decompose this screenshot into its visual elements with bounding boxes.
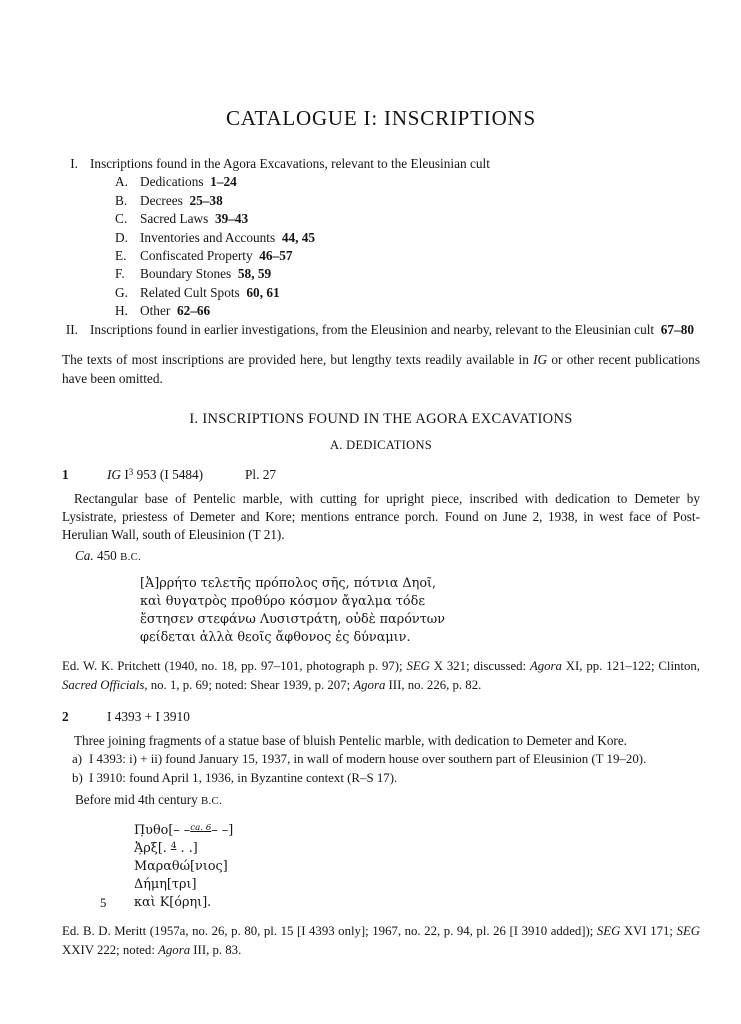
find-label: a) <box>72 752 83 767</box>
entry-description: Three joining fragments of a statue base of bluish Pentelic marble, with dedication to Demeter and Kore. <box>74 733 627 749</box>
outline-text: Inscriptions found in earlier investigations, from the Eleusinion and nearby, relevant to the Eleusinian cult 67–80 <box>90 321 695 337</box>
entry-number: 1 <box>62 467 69 483</box>
outline-text: Sacred Laws 39–43 <box>140 211 249 227</box>
subsection-heading: A. DEDICATIONS <box>329 438 433 453</box>
entry-date: Before mid 4th century B.C. <box>75 792 223 808</box>
entry-number: 2 <box>62 709 69 725</box>
entry-reference: IG $I^3$ 953 (I 5484) <box>107 467 204 483</box>
outline-item-G <box>62 284 700 302</box>
intro-paragraph: The texts of most inscriptions are provided here, but lengthy texts readily available in IG or other recent publications have been omitted. <box>62 352 701 386</box>
greek-line: ἔστησεν στεφάνω Λυσιστράτη, οὐδὲ παρόντων <box>140 612 446 628</box>
greek-line <box>134 858 700 876</box>
outline-item-H <box>62 302 700 320</box>
greek-line <box>134 876 700 894</box>
find-text: I 3910: found April 1, 1936, in Byzantine context (R–S 17). <box>89 771 398 786</box>
outline-item-B <box>62 192 700 210</box>
greek-line-text: καὶ Κ[όρηι]. <box>134 895 212 911</box>
outline-label: II. <box>65 321 78 337</box>
find-note-a <box>62 750 700 769</box>
entry-date: Ca. 450 B.C. <box>75 548 142 564</box>
find-text: I 4393: i) + ii) found January 15, 1937, in wall of modern house over southern part of Eleusinion (T 19–20). <box>89 752 647 767</box>
entry-bibliography: Ed. B. D. Meritt (1957a, no. 26, p. 80, pl. 15 [I 4393 only]; 1967, no. 22, p. 94, pl. 26 [I 3910 added]); SEG XVI 171; SEG XXIV 222; noted: Agora III, p. 83. <box>62 924 701 958</box>
entry-plate: Pl. 27 <box>245 467 277 483</box>
outline-item-II <box>62 321 700 339</box>
greek-line: φείδεται ἀλλὰ θεοῖς ἄφθονος ἐς δύναμιν. <box>140 630 411 646</box>
entry-1-header <box>62 466 700 484</box>
section-heading: I. INSCRIPTIONS FOUND IN THE AGORA EXCAVATIONS <box>189 411 573 428</box>
greek-line-text: Μαραθώ[νιος] <box>134 859 228 875</box>
outline-label: B. <box>115 192 128 208</box>
entry-bibliography: Ed. W. K. Pritchett (1940, no. 18, pp. 97–101, photograph p. 97); SEG X 321; discussed: Agora XI, pp. 121–122; Clinton, Sacred Officials, no. 1, p. 69; noted: Shear 1939, p. 207; Agora III, no. 226, p. 82. <box>62 659 700 693</box>
outline-label: D. <box>115 229 128 245</box>
outline-label: A. <box>115 174 128 190</box>
greek-line-text: Δήμη[τρι] <box>134 877 197 893</box>
entry-2 <box>62 708 700 960</box>
outline-label: I. <box>70 156 78 171</box>
find-note-b <box>62 769 700 788</box>
greek-line-text: Ἀ̣ρξ[. $^4$ . .] <box>134 841 198 857</box>
greek-text-block <box>100 822 700 912</box>
outline-text: Other 62–66 <box>140 303 211 319</box>
greek-text-block <box>140 575 700 647</box>
outline-text: Confiscated Property 46–57 <box>140 248 293 264</box>
outline-label: E. <box>115 248 127 264</box>
outline-text: Dedications 1–24 <box>140 174 237 190</box>
contents-outline <box>62 155 700 339</box>
greek-line: καὶ θυγατρὸς προθύρο κόσμον ἄγαλμα τόδε <box>140 594 425 610</box>
outline-text: Inventories and Accounts 44, 45 <box>140 229 316 245</box>
outline-item-E <box>62 247 700 265</box>
outline-text: Boundary Stones 58, 59 <box>140 266 272 282</box>
outline-item-D <box>62 229 700 247</box>
outline-label: G. <box>115 284 128 300</box>
entry-reference: I 4393 + I 3910 <box>107 709 190 725</box>
outline-item-A <box>62 173 700 191</box>
outline-text: Related Cult Spots 60, 61 <box>140 284 280 300</box>
greek-line-text: Π̣υθο[– –$^{ca. 6}$– –] <box>134 823 234 839</box>
outline-text: Decrees 25–38 <box>140 192 223 208</box>
outline-label: H. <box>115 303 128 319</box>
outline-label: F. <box>115 266 125 282</box>
greek-line: [Ἀ]ρρήτο τελετῆς πρόπολος σῆς, πότνια Δηοῖ, <box>140 576 437 592</box>
outline-item-C <box>62 210 700 228</box>
outline-item-I <box>62 155 700 173</box>
find-label: b) <box>72 771 83 786</box>
page-title: CATALOGUE I: INSCRIPTIONS <box>226 106 536 130</box>
outline-text: Inscriptions found in the Agora Excavations, relevant to the Eleusinian cult <box>90 156 490 171</box>
entry-2-header <box>62 708 700 726</box>
entry-1 <box>62 466 700 695</box>
outline-item-F <box>62 265 700 283</box>
outline-label: C. <box>115 211 128 227</box>
greek-line <box>134 822 700 840</box>
greek-line <box>134 840 700 858</box>
entry-description: Rectangular base of Pentelic marble, with cutting for upright piece, inscribed with dedication to Demeter by Lysistrate, priestess of Demeter and Kore; mentions entrance porch. Found on June 2, 1938, in west face of Post-Herulian Wall, south of Eleusinion (T 21). <box>62 491 700 543</box>
greek-line <box>100 894 700 912</box>
line-number: 5 <box>100 896 107 911</box>
